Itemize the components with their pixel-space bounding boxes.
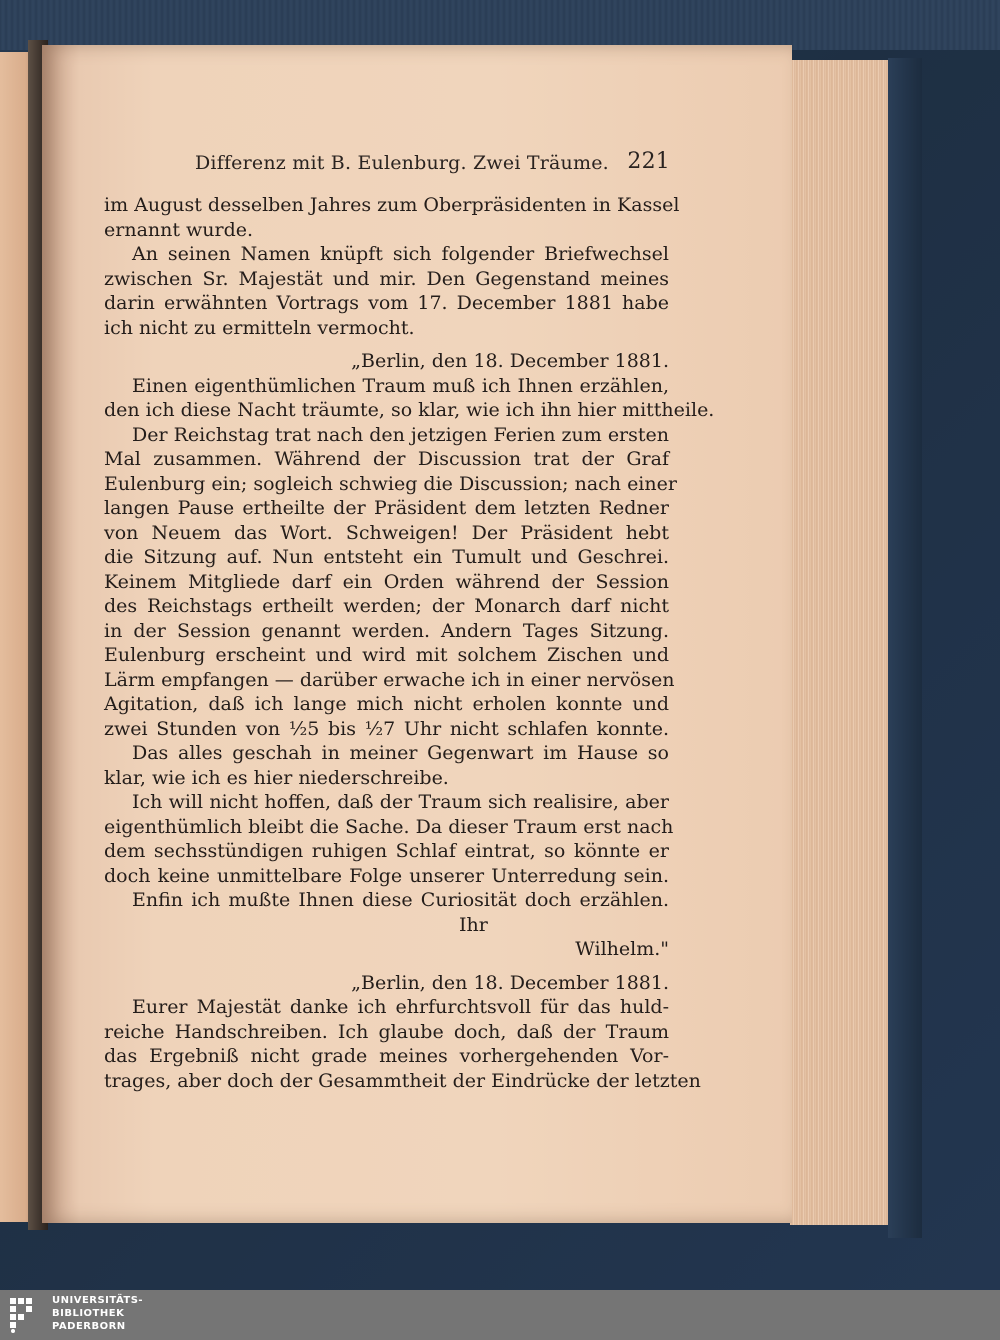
cover-top-cloth <box>0 0 1000 50</box>
text-line <box>104 962 669 971</box>
library-logo-icon <box>8 1296 46 1334</box>
text-line: Ich will nicht hoffen, daß der Traum sich realisire, aber <box>132 791 669 813</box>
text-line: von Neuem das Wort. Schweigen! Der Präsident hebt <box>104 521 669 544</box>
text-line: Der Reichstag trat nach den jetzigen Ferien zum ersten <box>132 423 670 446</box>
text-line: trages, aber doch der Gesammtheit der Eindrücke der letzten <box>104 1069 701 1092</box>
text-line: im August desselben Jahres zum Oberpräsidenten in Kassel <box>104 194 680 216</box>
text-line: zwei Stunden von ½5 bis ½7 Uhr nicht schlafen konnte. <box>104 717 669 740</box>
text-line: die Sitzung auf. Nun entsteht ein Tumult und Geschrei. <box>104 546 669 568</box>
running-title: Differenz mit B. Eulenburg. Zwei Träume. <box>195 152 609 174</box>
text-line: langen Pause ertheilte der Präsident dem letzten Redner <box>104 497 669 519</box>
text-line: Wilhelm." <box>575 938 669 960</box>
text-line: Enfin ich mußte Ihnen diese Curiosität doch erzählen. <box>132 889 669 911</box>
text-line: reiche Handschreiben. Ich glaube doch, daß der Traum <box>104 1020 669 1043</box>
text-line: Agitation, daß ich lange mich nicht erholen konnte und <box>104 693 669 715</box>
library-footer-bar <box>0 1290 1000 1340</box>
back-cover-edge <box>888 58 922 1238</box>
text-line: Keinem Mitgliede darf ein Orden während der Session <box>104 570 669 593</box>
text-line: eigenthümlich bleibt die Sache. Da dieser Traum erst nach <box>104 815 674 838</box>
logo-line-1: UNIVERSITÄTS- <box>52 1295 144 1306</box>
text-line: klar, wie ich es hier niederschreibe. <box>104 766 449 789</box>
page-number: 221 <box>627 149 670 174</box>
text-line: Ihr <box>459 913 488 936</box>
body-text <box>104 193 715 1093</box>
text-line: „Berlin, den 18. December 1881. <box>351 971 669 994</box>
text-line: in der Session genannt werden. Andern Tages Sitzung. <box>104 619 669 642</box>
text-line: Eurer Majestät danke ich ehrfurchtsvoll für das huld- <box>132 996 669 1018</box>
text-line: Eulenburg erscheint und wird mit solchem Zischen und <box>104 644 669 666</box>
text-line: zwischen Sr. Majestät und mir. Den Gegenstand meines <box>104 267 669 290</box>
logo-line-2: BIBLIOTHEK <box>52 1308 125 1319</box>
library-logo-text <box>52 1294 143 1333</box>
text-line <box>104 340 669 349</box>
text-line: darin erwähnten Vortrags vom 17. December 1881 habe <box>104 292 669 314</box>
page-block-edges <box>790 60 888 1225</box>
text-line: An seinen Namen knüpft sich folgender Briefwechsel <box>132 243 669 265</box>
logo-line-3: PADERBORN <box>52 1321 126 1332</box>
text-line: des Reichstags ertheilt werden; der Monarch darf nicht <box>104 595 669 617</box>
text-line: Das alles geschah in meiner Gegenwart im Hause so <box>132 742 669 764</box>
text-line: den ich diese Nacht träumte, so klar, wie ich ihn hier mittheile. <box>104 399 715 421</box>
text-line: Mal zusammen. Während der Discussion trat der Graf <box>104 448 669 470</box>
text-line: Lärm empfangen — darüber erwache ich in einer nervösen <box>104 668 675 691</box>
text-line: doch keine unmittelbare Folge unserer Unterredung sein. <box>104 864 669 887</box>
text-line: dem sechsstündigen ruhigen Schlaf eintrat, so könnte er <box>104 840 669 862</box>
text-line: ernannt wurde. <box>104 218 254 241</box>
text-line: Einen eigenthümlichen Traum muß ich Ihnen erzählen, <box>132 374 669 397</box>
text-line: ich nicht zu ermitteln vermocht. <box>104 316 415 339</box>
text-line: „Berlin, den 18. December 1881. <box>351 350 669 372</box>
text-line: Eulenburg ein; sogleich schwieg die Discussion; nach einer <box>104 472 677 495</box>
running-header <box>195 149 670 178</box>
text-line: das Ergebniß nicht grade meines vorhergehenden Vor- <box>104 1045 669 1067</box>
